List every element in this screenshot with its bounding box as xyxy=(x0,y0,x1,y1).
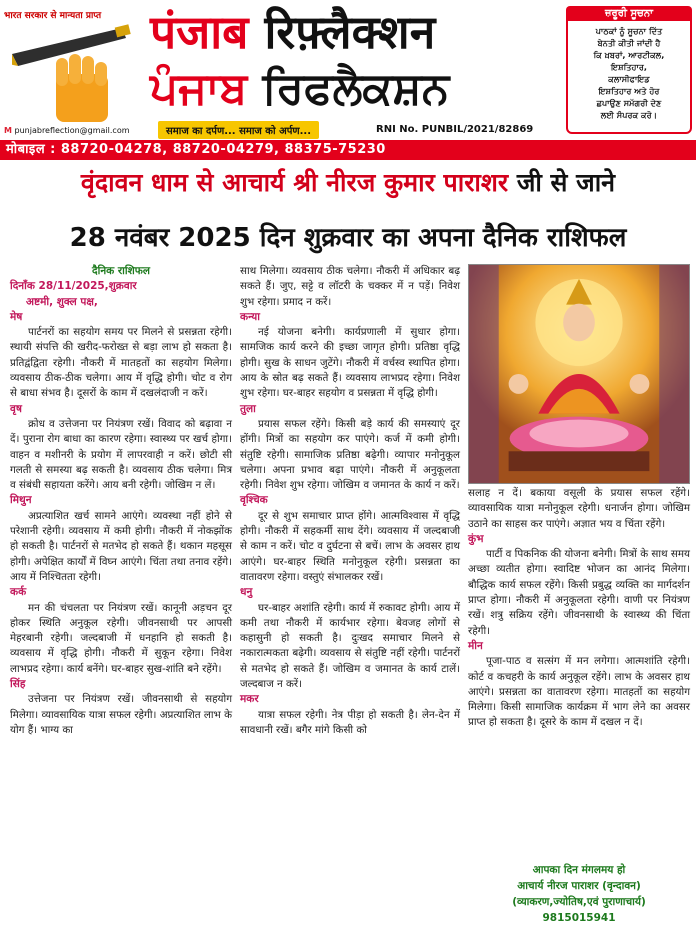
rashi-text-makar-continued: सलाह न दें। बकाया वसूली के प्रयास सफल रहेंगे। व्यावसायिक यात्रा मनोनुकूल रहेगी। धनार्जन होगा। जोखिम उठाने का साहस कर पाएंगे। अज्ञात भय व चिंता रहेंगे। xyxy=(468,487,690,530)
masthead xyxy=(0,0,696,140)
important-notice-box xyxy=(566,6,692,134)
headline-line-2: 28 नवंबर 2025 दिन शुक्रवार का अपना दैनिक राशिफल xyxy=(69,223,627,253)
rashi-title-singh: सिंह xyxy=(10,678,26,691)
rashi-title-kumbh: कुंभ xyxy=(468,532,484,545)
signature-qualification: (व्याकरण,ज्योतिष,एवं पुराणाचार्य) xyxy=(512,896,646,908)
signature-phone: 9815015941 xyxy=(542,912,616,924)
rashi-title-kanya: कन्या xyxy=(240,310,260,323)
rashi-text-vrishchik: दूर से शुभ समाचार प्राप्त होंगे। आत्मविश्वास में वृद्धि होगी। नौकरी में सहकर्मी साथ देंगे। व्यवसाय में जल्दबाजी से काम न करें। चोट व दुर्घटना से बचें। लाभ के अवसर हाथ आएंगे। घर-बाहर स्थिति मनोनुकूल रहेगी। प्रसन्नता का वातावरण रहेगा। वस्तुएं संभालकर रखें। xyxy=(240,509,460,583)
email-line xyxy=(4,126,130,135)
headline-line-1: वृंदावन धाम से आचार्य श्री नीरज कुमार पाराशर जी से जाने xyxy=(80,168,616,197)
goddess-image xyxy=(468,264,690,484)
column-2 xyxy=(240,264,460,738)
rashi-title-mithun: मिथुन xyxy=(10,494,32,507)
rashi-text-meen: पूजा-पाठ व सत्संग में मन लगेगा। आत्मशांति रहेगी। कोर्ट व कचहरी के कार्य अनुकूल रहेंगे। लाभ के अवसर हाथ आएंगे। प्रसन्नता का वातावरण रहेगा। मातहतों का सहयोग मिलेगा। किसी सामाजिक कार्यक्रम में भाग लेने का अवसर प्राप्त हो सकता है। दूसरे के काम में दखल न दें। xyxy=(468,655,690,729)
rashi-text-mesh: पार्टनरों का सहयोग समय पर मिलने से प्रसन्नता रहेगी। स्थायी संपत्ति की खरीद-फरोख्त से बड़ा लाभ हो सकता है। प्रतिद्वंद्विता रहेगी। नौकरी में मातहतों का सहयोग मिलेगा। व्यवसाय ठीक-ठीक चलेगा। आय में वृद्धि होगी। चोट व रोग से बाधा संभव है। दूसरों के काम में दखलंदाजी न करें। xyxy=(10,326,232,400)
rashi-text-kanya: नई योजना बनेगी। कार्यप्रणाली में सुधार होगा। सामजिक कार्य करने की इच्छा जागृत होगी। प्रतिष्ठा वृद्धि होगी। सुख के साधन जुटेंगे। नौकरी में वर्चस्व स्थापित होगा। आय के स्रोत बढ़ सकते हैं। व्यवसाय लाभप्रद रहेगा। निवेश शुभ रहेगा। घर-बाहर सहयोग व प्रसन्नता में वृद्धि होगी। xyxy=(240,326,460,400)
rashi-text-tula: प्रयास सफल रहेंगे। किसी बड़े कार्य की समस्याएं दूर होंगी। मित्रों का सहयोग कर पाएंगे। कर्ज में कमी होगी। संतुष्टि रहेगी। सामाजिक प्रतिष्ठा बढ़ेगी। व्यापार मनोनुकूल चलेगा। अपना प्रभाव बढ़ा पाएंगे। नौकरी में अनुकूलता रहेगी। निवेश शुभ रहेगा। जोखिम व जमानत के कार्य न करें। xyxy=(240,417,460,492)
mobile-numbers-bar: मोबाइल : 88720-04278, 88720-04279, 88375-75230 xyxy=(0,140,696,160)
rashi-text-kark: मन की चंचलता पर नियंत्रण रखें। कानूनी अड़चन दूर होकर स्थिति अनुकूल रहेगी। जीवनसाथी पर आपसी मेहरबानी रहेगी। जल्दबाजी में धनहानि हो सकती है। व्यवसाय में वृद्धि होगी। नौकरी में सुकून रहेगा। निवेश लाभप्रद रहेगा। कार्य बनेंगे। घर-बाहर सुख-शांति बने रहेंगे। xyxy=(10,601,232,675)
signature-greeting: आपका दिन मंगलमय हो xyxy=(532,864,626,876)
signature-name: आचार्य नीरज पाराशर (वृन्दावन) xyxy=(517,880,641,892)
notice-heading: ਜ਼ਰੂਰੀ ਸੂਚਨਾ xyxy=(566,6,692,21)
rashi-text-mithun: अप्रत्याशित खर्च सामने आएंगे। व्यवस्था नहीं होने से परेशानी रहेगी। व्यवसाय में कमी होगी। नौकरी में नोकझोंक हो सकती है। पार्टनरों से मतभेद हो सकते हैं। थकान महसूस होगी। अपेक्षित कार्यों में विघ्न आएंगे। चिंता तथा तनाव रहेंगे। आय में निश्चितता रहेगी। xyxy=(10,509,232,583)
rashi-text-vrish: क्रोध व उत्तेजना पर नियंत्रण रखें। विवाद को बढ़ावा न दें। पुराना रोग बाधा का कारण रहेगा। स्वास्थ्य पर खर्च होगा। वाहन व मशीनरी के प्रयोग में लापरवाही न करें। छोटी सी गलती से समस्या बढ़ सकती है। व्यवसाय ठीक चलेगा। मित्र व संबंधी सहायता करेंगे। आय बनी रहेगी। जोखिम न लें। xyxy=(10,417,232,492)
rashi-text-makar: यात्रा सफल रहेगी। नेत्र पीड़ा हो सकती है। लेन-देन में सावधानी रखें। बगैर मांगे किसी को xyxy=(240,708,460,736)
email-address: punjabreflection@gmail.com xyxy=(14,126,130,135)
rashi-text-singh-continued: साथ मिलेगा। व्यवसाय ठीक चलेगा। नौकरी में अधिकार बढ़ सकते हैं। जुए, सट्टे व लॉटरी के चक्कर में न पड़ें। निवेश शुभ रहेगा। प्रमाद न करें। xyxy=(240,265,460,308)
tithi-line: अष्टमी, शुक्ल पक्ष, xyxy=(26,295,98,308)
rashi-title-vrishchik: वृश्चिक xyxy=(240,494,268,507)
rashi-title-tula: तुला xyxy=(240,402,256,415)
hand-with-pen-logo xyxy=(12,24,142,124)
signature-block xyxy=(468,862,690,926)
column-1 xyxy=(10,264,232,738)
rashi-text-dhanu: घर-बाहर अशांति रहेगी। कार्य में रुकावट होगी। आय में कमी तथा नौकरी में कार्यभार रहेगा। बेवजह लोगों से कहासुनी हो सकती है। दुःखद समाचार मिलने से नकारात्मकता बढ़ेगी। व्यवसाय से संतुष्टि नहीं रहेगी। पार्टनरों से मतभेद हो सकते हैं। जोखिम व जमानत के कार्य टालें। जल्दबाज न करें। xyxy=(240,601,460,691)
notice-body: ਪਾਠਕਾਂ ਨੂੰ ਸੂਚਨਾ ਦਿੱਤ ਬੇਨਤੀ ਕੀਤੀ ਜਾਂਦੀ ਹੈ ਕਿ ਖ਼ਬਰਾਂ, ਆਰਟੀਕਲ, ਇਸ਼ਤਿਹਾਰ, ਕਲਾਸੀਫਾਇਡ ਇਸ਼ਤਿਹਾਰ ਅਤੇ ਹੋਰ ਛਪਾਉਣ ਸਮੱਗਰੀ ਦੇਣ ਲਈ ਸੰਪਰਕ ਕਰੋ। xyxy=(593,26,665,120)
gmail-icon: M xyxy=(4,126,12,135)
rashi-text-singh: उत्तेजना पर नियंत्रण रखें। जीवनसाथी से सहयोग मिलेगा। व्यावसायिक यात्रा सफल रहेगी। अप्रत्याशित लाभ के योग हैं। भाग्य का xyxy=(10,693,232,736)
column-3 xyxy=(468,486,690,731)
gov-recognition-tag: भारत सरकार से मान्यता प्राप्त xyxy=(4,11,102,21)
rashi-title-vrish: वृष xyxy=(10,402,22,415)
rashi-text-kumbh: पार्टी व पिकनिक की योजना बनेगी। मित्रों के साथ समय अच्छा व्यतीत होगा। स्वादिष्ट भोजन का आनंद मिलेगा। बौद्धिक कार्य सफल रहेंगे। किसी प्रबुद्ध व्यक्ति का मार्गदर्शन प्राप्त होगा। नौकरी में अनुकूलता रहेगी। वाणी पर नियंत्रण रखें। शत्रु सक्रिय रहेंगे। जीवनसाथी के स्वास्थ्य की चिंता रहेगी। xyxy=(468,548,690,637)
rashi-title-dhanu: धनु xyxy=(240,586,253,599)
date-line: दिनाँक 28/11/2025,शुक्रवार xyxy=(10,280,137,293)
rni-number: RNI No. PUNBIL/2021/82869 xyxy=(376,124,534,135)
rashi-title-mesh: मेष xyxy=(10,310,23,323)
rashi-title-kark: कर्क xyxy=(10,586,27,599)
slogan-badge: समाज का दर्पण... समाज को अर्पण... xyxy=(158,121,319,139)
rashi-title-makar: मकर xyxy=(240,693,259,706)
rashi-title-meen: मीन xyxy=(468,639,483,652)
masthead-title-hindi: पंजाब रिफ़्लैक्शन xyxy=(150,5,436,59)
daily-horoscope-heading: दैनिक राशिफल xyxy=(92,265,150,277)
masthead-title-punjabi: ਪੰਜਾਬ ਰਿਫਲੈਕਸ਼ਨ xyxy=(150,63,450,114)
